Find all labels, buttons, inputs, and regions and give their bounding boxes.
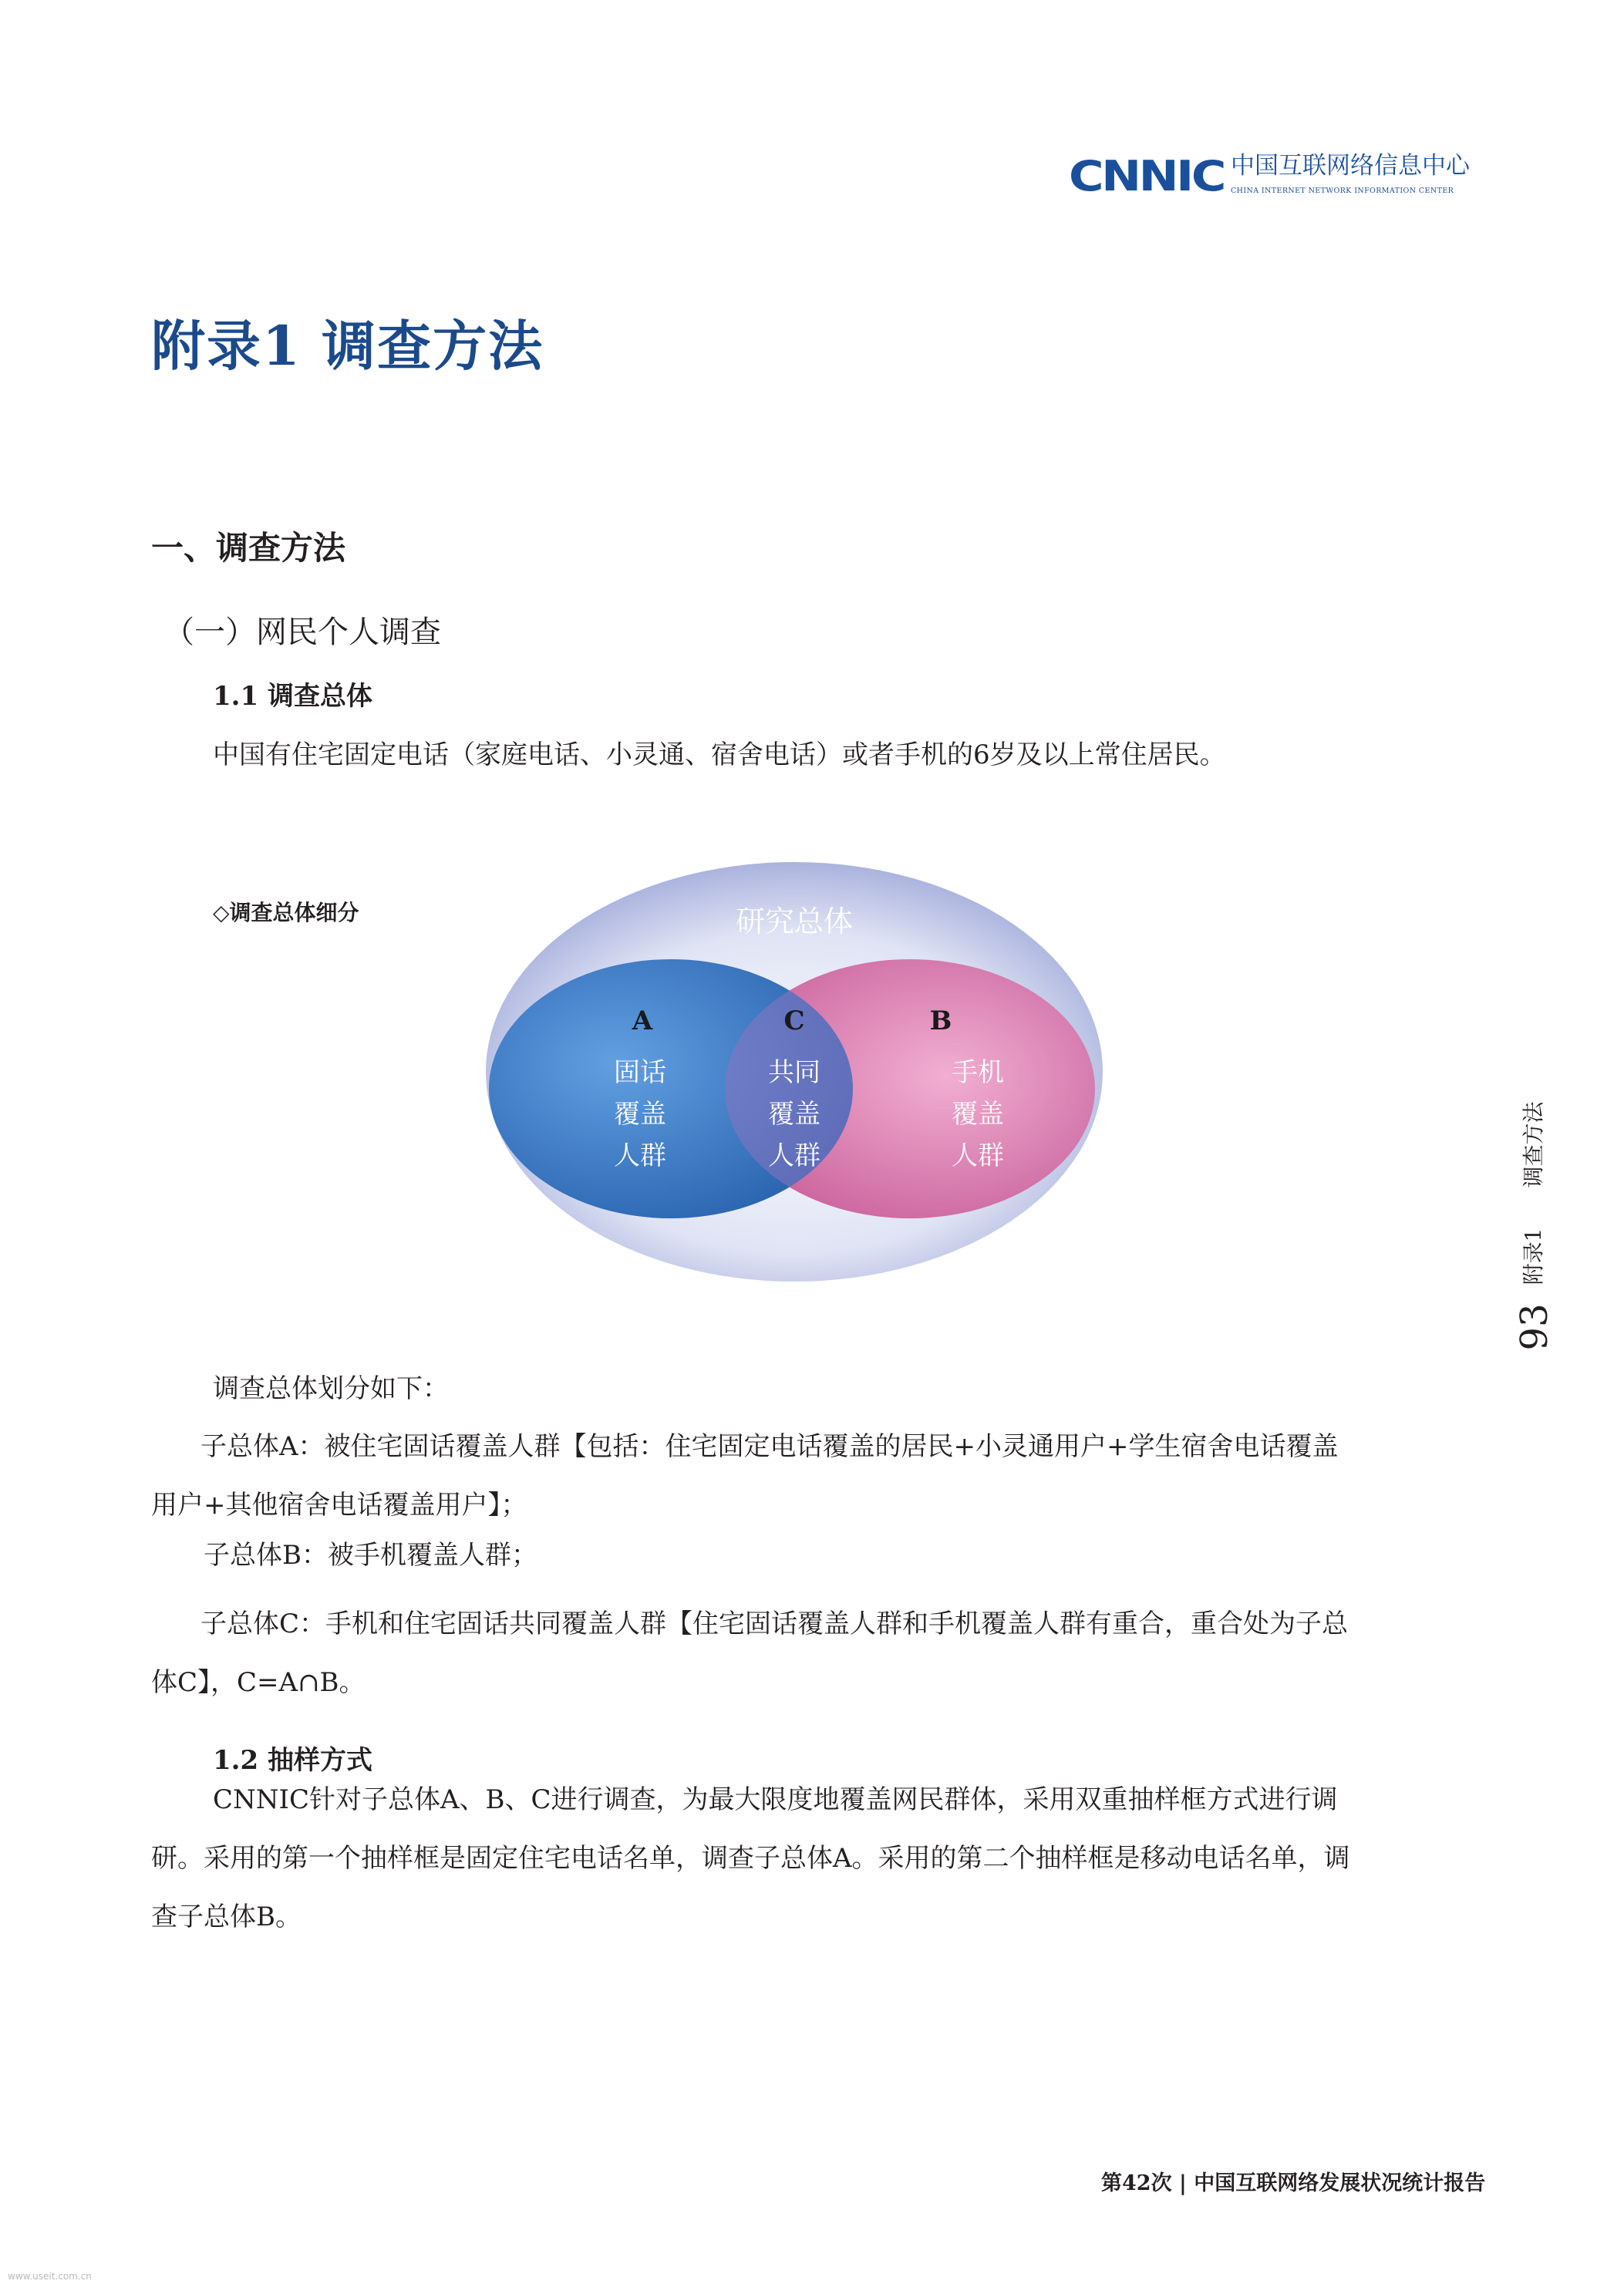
set-b-line1: 手机	[952, 1057, 1004, 1088]
subsection-title: （一）网民个人调查	[163, 615, 441, 650]
cnnic-logo	[1069, 151, 1501, 205]
footer-report-title: 第42次 | 中国互联网络发展状况统计报告	[1101, 2171, 1486, 2195]
figure-caption: ◇调查总体细分	[213, 900, 359, 925]
org-name-en: CHINA INTERNET NETWORK INFORMATION CENTER	[1231, 187, 1454, 195]
set-b-letter: B	[929, 1006, 952, 1036]
org-name-cn: 中国互联网络信息中心	[1231, 152, 1470, 180]
set-b-line3: 人群	[952, 1140, 1004, 1171]
division-intro: 调查总体划分如下：	[213, 1373, 449, 1404]
set-b-line2: 覆盖	[952, 1099, 1004, 1130]
set-c-line1: 共同	[768, 1057, 820, 1088]
side-tab-topic: 调查方法	[1521, 1101, 1546, 1188]
page-title: 附录1 调查方法	[151, 314, 544, 378]
side-tab-appendix: 附录1	[1521, 1228, 1546, 1285]
watermark: www.useit.com.cn	[8, 2271, 92, 2282]
subpopulation-a-paragraph: 子总体A：被住宅固话覆盖人群【包括：住宅固定电话覆盖的居民+小灵通用户+学生宿舍电话覆盖用户+其他宿舍电话覆盖用户】；	[151, 1431, 1339, 1521]
heading-sampling-method: 1.2 抽样方式	[213, 1745, 372, 1776]
set-c-line2: 覆盖	[768, 1099, 820, 1130]
side-tab	[1511, 1080, 1558, 1373]
set-a-line3: 人群	[614, 1140, 666, 1171]
venn-diagram	[478, 856, 1110, 1288]
section-title: 一、调查方法	[151, 529, 346, 567]
set-a-letter: A	[632, 1006, 653, 1036]
page-number: 93	[1513, 1303, 1556, 1351]
set-c-letter: C	[783, 1006, 805, 1036]
set-c-line3: 人群	[768, 1140, 820, 1171]
set-a-line1: 固话	[614, 1057, 666, 1088]
outer-label: 研究总体	[735, 905, 854, 938]
set-a-line2: 覆盖	[614, 1099, 666, 1130]
subpopulation-c-paragraph: 子总体C：手机和住宅固话共同覆盖人群【住宅固话覆盖人群和手机覆盖人群有重合，重合处为子总体C】，C=A∩B。	[151, 1609, 1349, 1698]
heading-survey-population: 1.1 调查总体	[213, 681, 372, 712]
population-paragraph: 中国有住宅固定电话（家庭电话、小灵通、宿舍电话）或者手机的6岁及以上常住居民。	[213, 739, 1226, 770]
logo-mark: CNNIC	[1069, 152, 1224, 200]
sampling-paragraph: CNNIC针对子总体A、B、C进行调查，为最大限度地覆盖网民群体，采用双重抽样框方式进行调研。采用的第一个抽样框是固定住宅电话名单，调查子总体A。采用的第二个抽样框是移动电话名单，调查子总体B。	[151, 1784, 1350, 1932]
subpopulation-b-paragraph: 子总体B：被手机覆盖人群；	[204, 1540, 537, 1571]
